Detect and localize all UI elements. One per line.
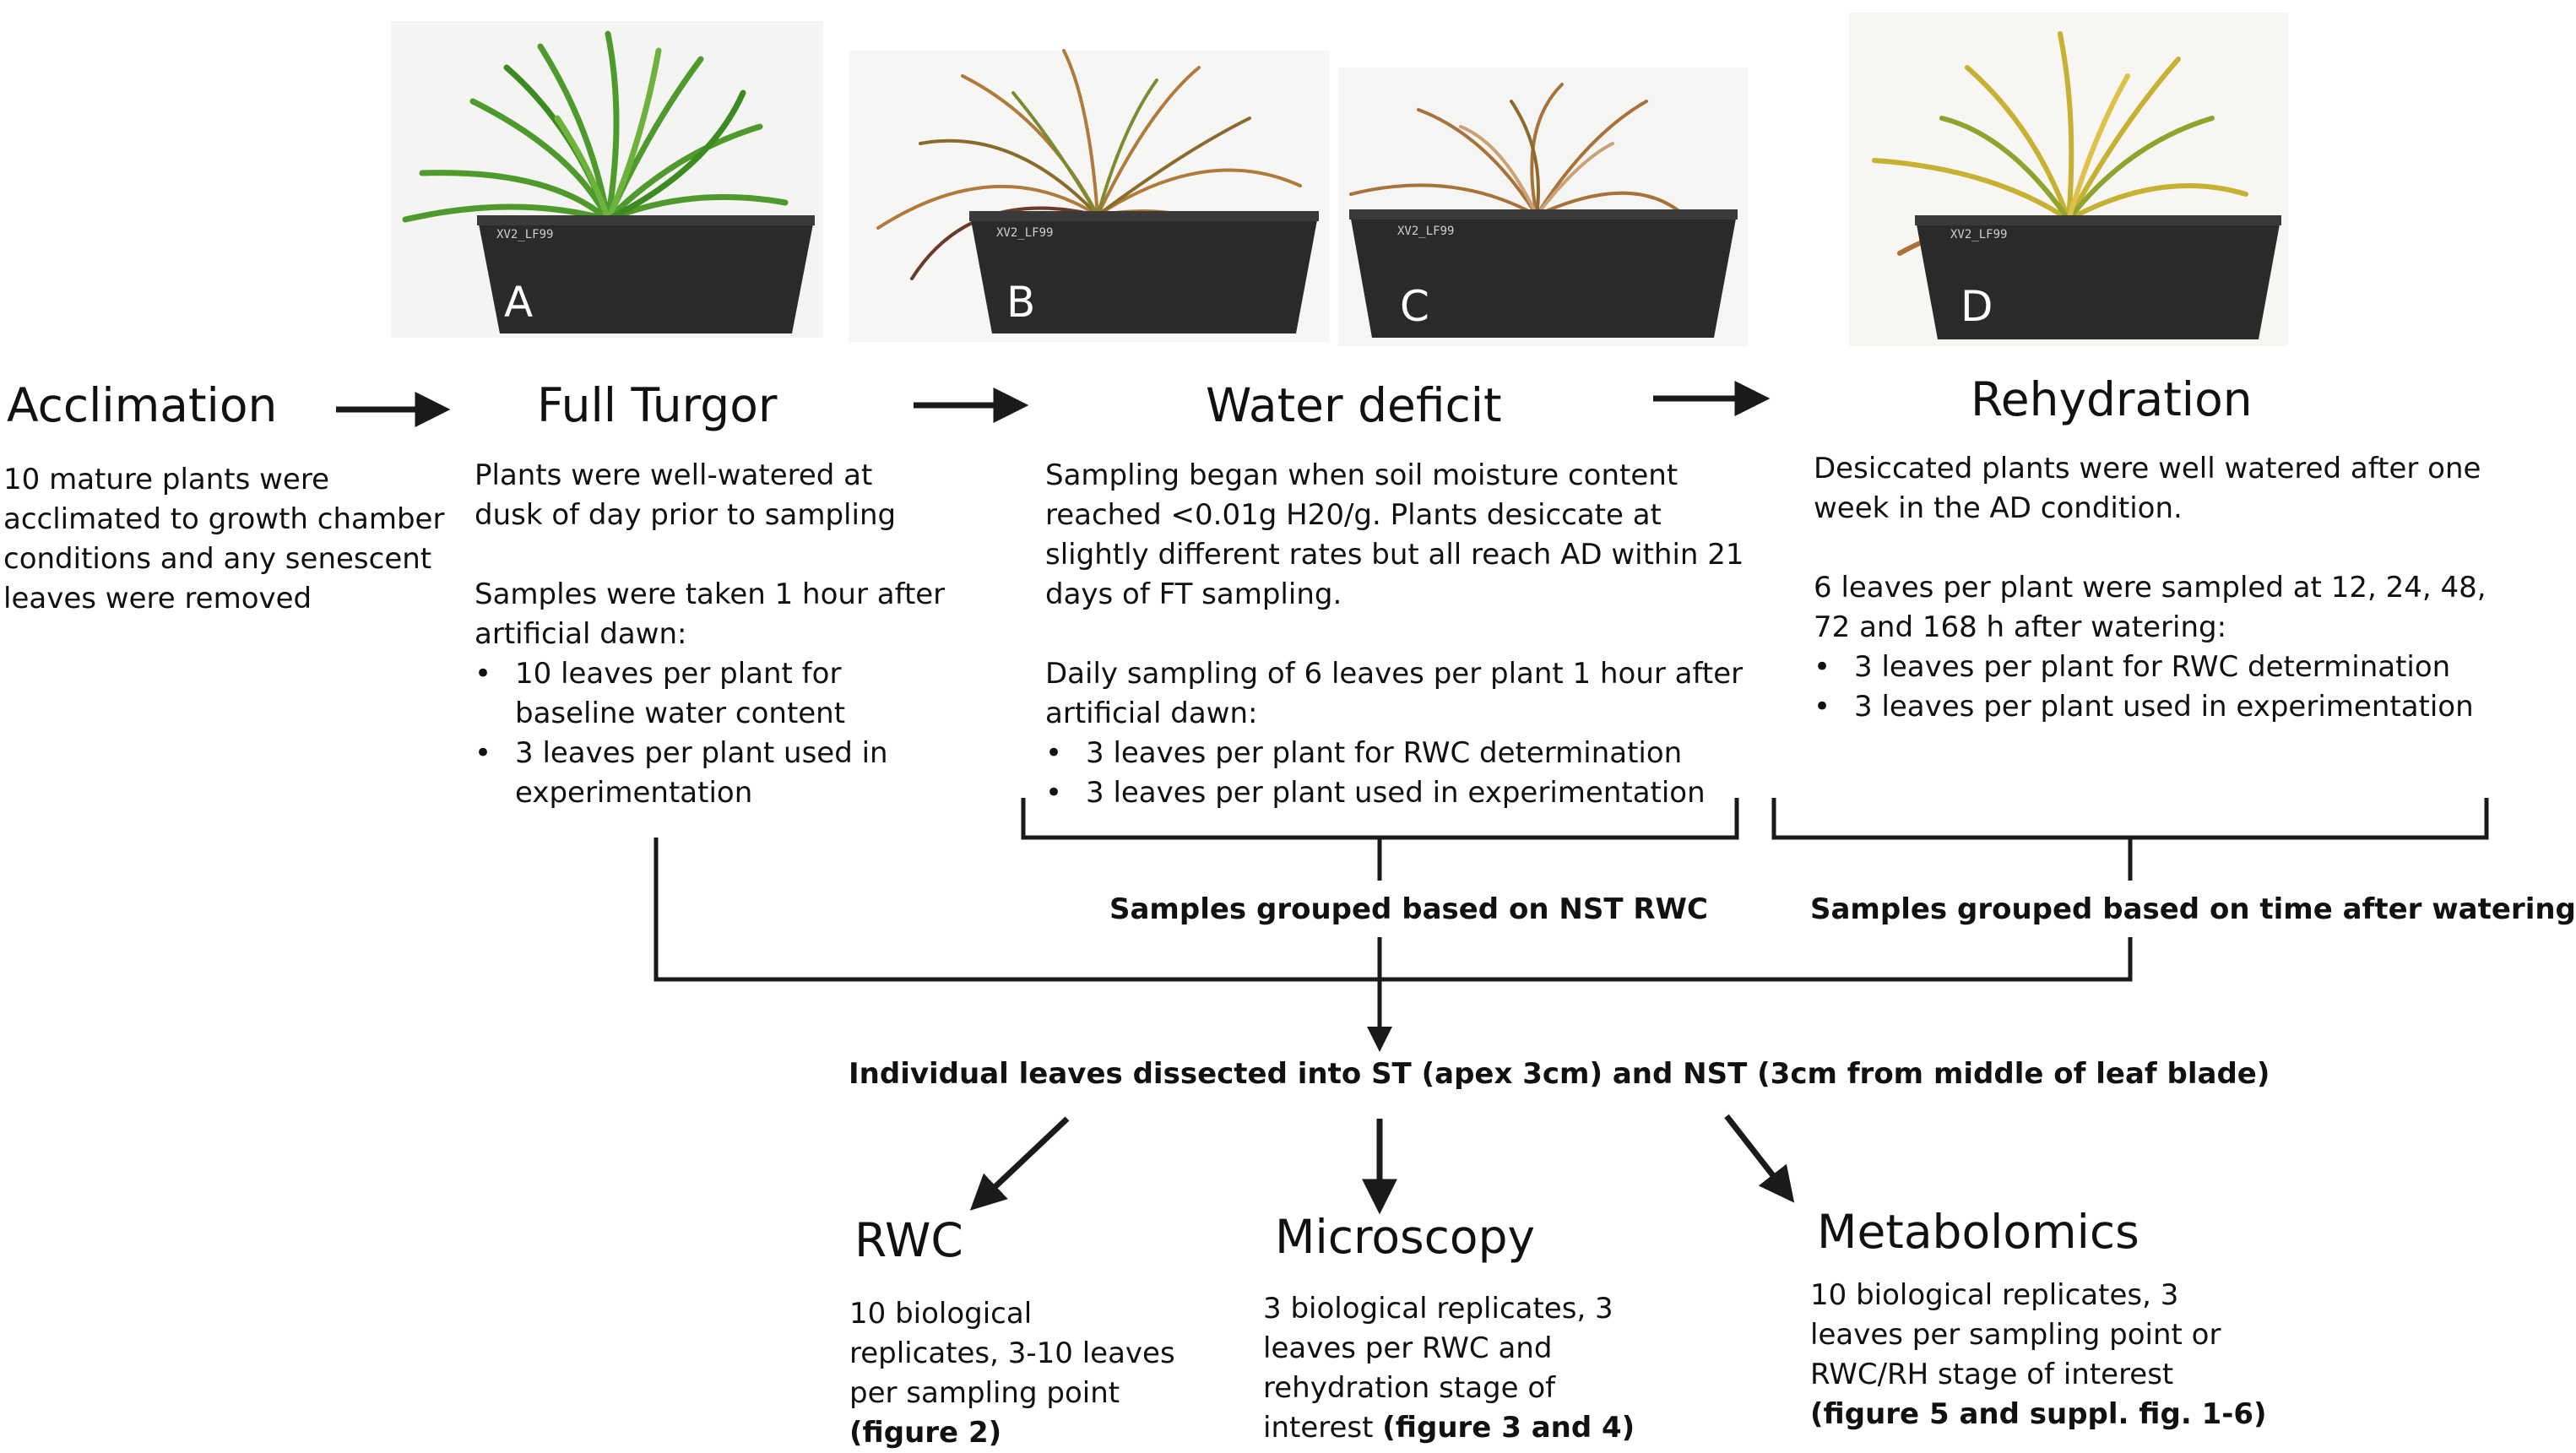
water-deficit-line: reached <0.01g H20/g. Plants desiccate at bbox=[1045, 498, 1662, 532]
acclimation-line: conditions and any senescent bbox=[3, 542, 432, 576]
pot-b-rim bbox=[969, 211, 1319, 221]
arrow-to-rwc bbox=[975, 1119, 1067, 1206]
water-deficit-line: slightly different rates but all reach AD within 21 bbox=[1045, 538, 1744, 572]
acclimation-line: 10 mature plants were bbox=[3, 463, 330, 496]
bullet-text: experimentation bbox=[515, 776, 753, 810]
bullet-text: 3 leaves per plant for RWC determination bbox=[1086, 736, 1683, 770]
metabolomics-line: leaves per sampling point or bbox=[1810, 1318, 2221, 1352]
water-deficit-bullet bbox=[1045, 734, 1744, 773]
rehydration-title: Rehydration bbox=[1971, 372, 2253, 426]
full-turgor-line: Plants were well-watered at bbox=[475, 458, 873, 492]
water-deficit-line: Daily sampling of 6 leaves per plant 1 hour after bbox=[1045, 657, 1744, 691]
metabolomics-body bbox=[1810, 1276, 2267, 1434]
full-turgor-line: dusk of day prior to sampling bbox=[475, 498, 897, 532]
acclimation-body bbox=[3, 460, 444, 619]
rwc-title: RWC bbox=[854, 1213, 963, 1267]
bullet-text: 3 leaves per plant used in experimentation bbox=[1086, 776, 1706, 810]
microscopy-line: 3 biological replicates, 3 bbox=[1263, 1292, 1613, 1326]
acclimation-title: Acclimation bbox=[7, 378, 278, 432]
dissection-label: Individual leaves dissected into ST (apex 3cm) and NST (3cm from middle of leaf blade) bbox=[849, 1057, 2270, 1091]
metabolomics-line: RWC/RH stage of interest bbox=[1810, 1358, 2174, 1391]
water-deficit-line: days of FT sampling. bbox=[1045, 577, 1342, 611]
photo-letter-a: A bbox=[504, 278, 534, 327]
bullet-dot: • bbox=[1814, 690, 1831, 724]
rwc-figure-ref: (figure 2) bbox=[849, 1416, 1002, 1450]
microscopy-line: interest bbox=[1263, 1411, 1383, 1445]
microscopy-title: Microscopy bbox=[1275, 1210, 1536, 1264]
bullet-text: 3 leaves per plant used in experimentation bbox=[1854, 690, 2474, 724]
bullet-dot: • bbox=[475, 657, 492, 691]
bullet-dot: • bbox=[475, 736, 492, 770]
bullet-text: 10 leaves per plant for bbox=[515, 657, 842, 691]
rehydration-line: week in the AD condition. bbox=[1814, 491, 2183, 525]
rehydration-line: 72 and 168 h after watering: bbox=[1814, 610, 2227, 644]
full-turgor-line: artificial dawn: bbox=[475, 617, 687, 651]
rehydration-bullet bbox=[1814, 687, 2487, 727]
microscopy-body bbox=[1263, 1289, 1635, 1448]
pot-a-rim bbox=[477, 215, 815, 225]
microscopy-figure-ref: (figure 3 and 4) bbox=[1382, 1411, 1635, 1445]
acclimation-line: leaves were removed bbox=[3, 582, 312, 615]
metabolomics-figure-ref: (figure 5 and suppl. fig. 1-6) bbox=[1810, 1397, 2267, 1431]
full-turgor-body bbox=[475, 456, 945, 813]
water-deficit-line: artificial dawn: bbox=[1045, 697, 1258, 730]
bullet-text: 3 leaves per plant used in bbox=[515, 736, 888, 770]
bullet-text: 3 leaves per plant for RWC determination bbox=[1854, 650, 2451, 684]
pot-a-label: XV2_LF99 bbox=[496, 228, 554, 241]
group-label-nst-rwc: Samples grouped based on NST RWC bbox=[1109, 892, 1708, 926]
bullet-dot: • bbox=[1814, 650, 1831, 684]
microscopy-line: leaves per RWC and bbox=[1263, 1331, 1553, 1365]
acclimation-line: acclimated to growth chamber bbox=[3, 502, 445, 536]
water-deficit-body bbox=[1045, 456, 1744, 813]
rehydration-line: Desiccated plants were well watered after one bbox=[1814, 452, 2481, 485]
photo-letter-c: C bbox=[1400, 282, 1429, 331]
rehydration-bullet bbox=[1814, 648, 2487, 687]
rwc-line: replicates, 3-10 leaves bbox=[849, 1336, 1175, 1370]
water-deficit-title: Water deficit bbox=[1206, 378, 1502, 432]
bullet-text: baseline water content bbox=[515, 697, 846, 730]
bracket-rehydration bbox=[1774, 798, 2487, 881]
group-label-time: Samples grouped based on time after watering bbox=[1810, 892, 2576, 926]
bullet-dot: • bbox=[1045, 736, 1063, 770]
pot-c-rim bbox=[1349, 209, 1738, 220]
pot-b-label: XV2_LF99 bbox=[996, 226, 1054, 240]
metabolomics-line: 10 biological replicates, 3 bbox=[1810, 1278, 2179, 1312]
photo-letter-b: B bbox=[1006, 278, 1036, 327]
rwc-line: 10 biological bbox=[849, 1297, 1033, 1331]
water-deficit-line: Sampling began when soil moisture content bbox=[1045, 458, 1678, 492]
arrow-to-metabolomics bbox=[1727, 1116, 1790, 1197]
rwc-body bbox=[849, 1294, 1175, 1453]
photo-letter-d: D bbox=[1960, 282, 1993, 331]
rehydration-line: 6 leaves per plant were sampled at 12, 24, 48, bbox=[1814, 571, 2487, 605]
pot-d-label: XV2_LF99 bbox=[1950, 228, 2008, 241]
metabolomics-title: Metabolomics bbox=[1817, 1205, 2139, 1259]
rwc-line: per sampling point bbox=[849, 1376, 1120, 1410]
water-deficit-bullet bbox=[1045, 773, 1744, 813]
microscopy-line: rehydration stage of bbox=[1263, 1371, 1556, 1405]
rehydration-body bbox=[1814, 449, 2487, 727]
full-turgor-bullet bbox=[475, 654, 945, 734]
pot-d-rim bbox=[1915, 215, 2281, 225]
full-turgor-bullet bbox=[475, 734, 945, 813]
bullet-dot: • bbox=[1045, 776, 1063, 810]
full-turgor-line: Samples were taken 1 hour after bbox=[475, 577, 946, 611]
pot-c-label: XV2_LF99 bbox=[1397, 225, 1455, 238]
full-turgor-title: Full Turgor bbox=[537, 378, 778, 432]
